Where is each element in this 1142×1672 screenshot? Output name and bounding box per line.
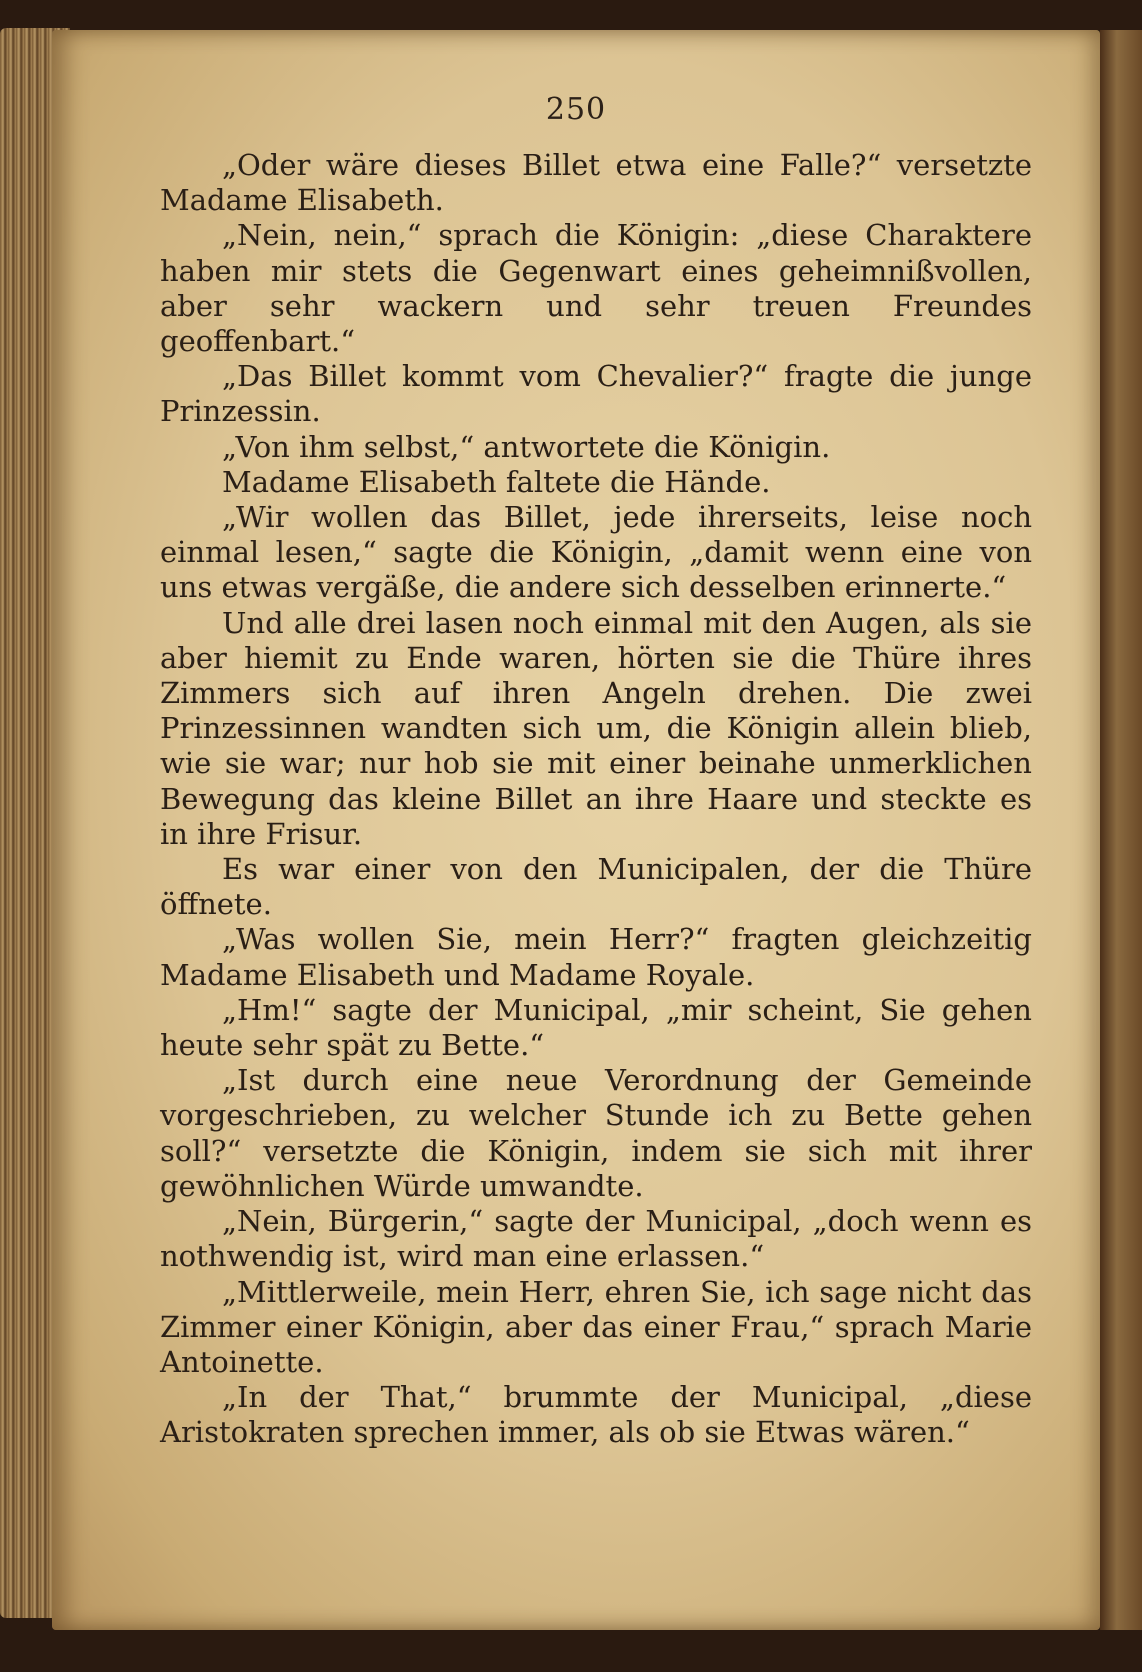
paragraph: „Mittlerweile, mein Herr, ehren Sie, ich sage nicht das Zimmer einer Königin, aber das einer Frau,“ sprach Marie Antoinette. (160, 1274, 1032, 1379)
paragraph: „Wir wollen das Billet, jede ihrerseits, leise noch einmal lesen,“ sagte die Königin, „damit wenn eine von uns etwas vergäße, die andere sich desselben erinnerte.“ (160, 500, 1032, 605)
paragraph: „Hm!“ sagte der Municipal, „mir scheint, Sie gehen heute sehr spät zu Bette.“ (160, 992, 1032, 1063)
facing-page-edge (1100, 30, 1142, 1630)
paragraph: „Nein, Bürgerin,“ sagte der Municipal, „doch wenn es nothwendig ist, wird man eine erlassen.“ (160, 1204, 1032, 1274)
paragraph: Es war einer von den Municipalen, der die Thüre öffnete. (160, 852, 1032, 922)
paragraph: „Das Billet kommt vom Chevalier?“ fragte die junge Prinzessin. (160, 359, 1032, 429)
paragraph: Madame Elisabeth faltete die Hände. (222, 464, 771, 499)
paragraph: Und alle drei lasen noch einmal mit den Augen, als sie aber hiemit zu Ende waren, hörten sie die Thüre ihres Zimmers sich auf ihren Angeln drehen. Die zwei Prinzessinnen wandten sich um, die Königin allein blieb, wie sie war; nur hob sie mit einer beinahe unmerklichen Bewegung das kleine Billet an ihre Haare und steckte es in ihre Frisur. (160, 605, 1032, 851)
paragraph: „Ist durch eine neue Verordnung der Gemeinde vorgeschrieben, zu welcher Stunde ich zu Bette gehen soll?“ versetzte die Königin, indem sie sich mit ihrer gewöhnlichen Würde umwandte. (160, 1063, 1032, 1203)
page-number: 250 (545, 92, 607, 127)
paragraph: „In der That,“ brummte der Municipal, „diese Aristokraten sprechen immer, als ob sie Etwas wären.“ (160, 1380, 1032, 1450)
paragraph: „Von ihm selbst,“ antwortete die Königin. (222, 429, 831, 464)
paragraph: „Nein, nein,“ sprach die Königin: „diese Charaktere haben mir stets die Gegenwart eines geheimnißvollen, aber sehr wackern und sehr treuen Freundes geoffenbart.“ (160, 218, 1032, 359)
paragraph: „Oder wäre dieses Billet etwa eine Falle?“ versetzte Madame Elisabeth. (160, 148, 1032, 218)
paragraph: „Was wollen Sie, mein Herr?“ fragten gleichzeitig Madame Elisabeth und Madame Royale. (160, 922, 1032, 992)
body-text (160, 148, 1032, 1451)
